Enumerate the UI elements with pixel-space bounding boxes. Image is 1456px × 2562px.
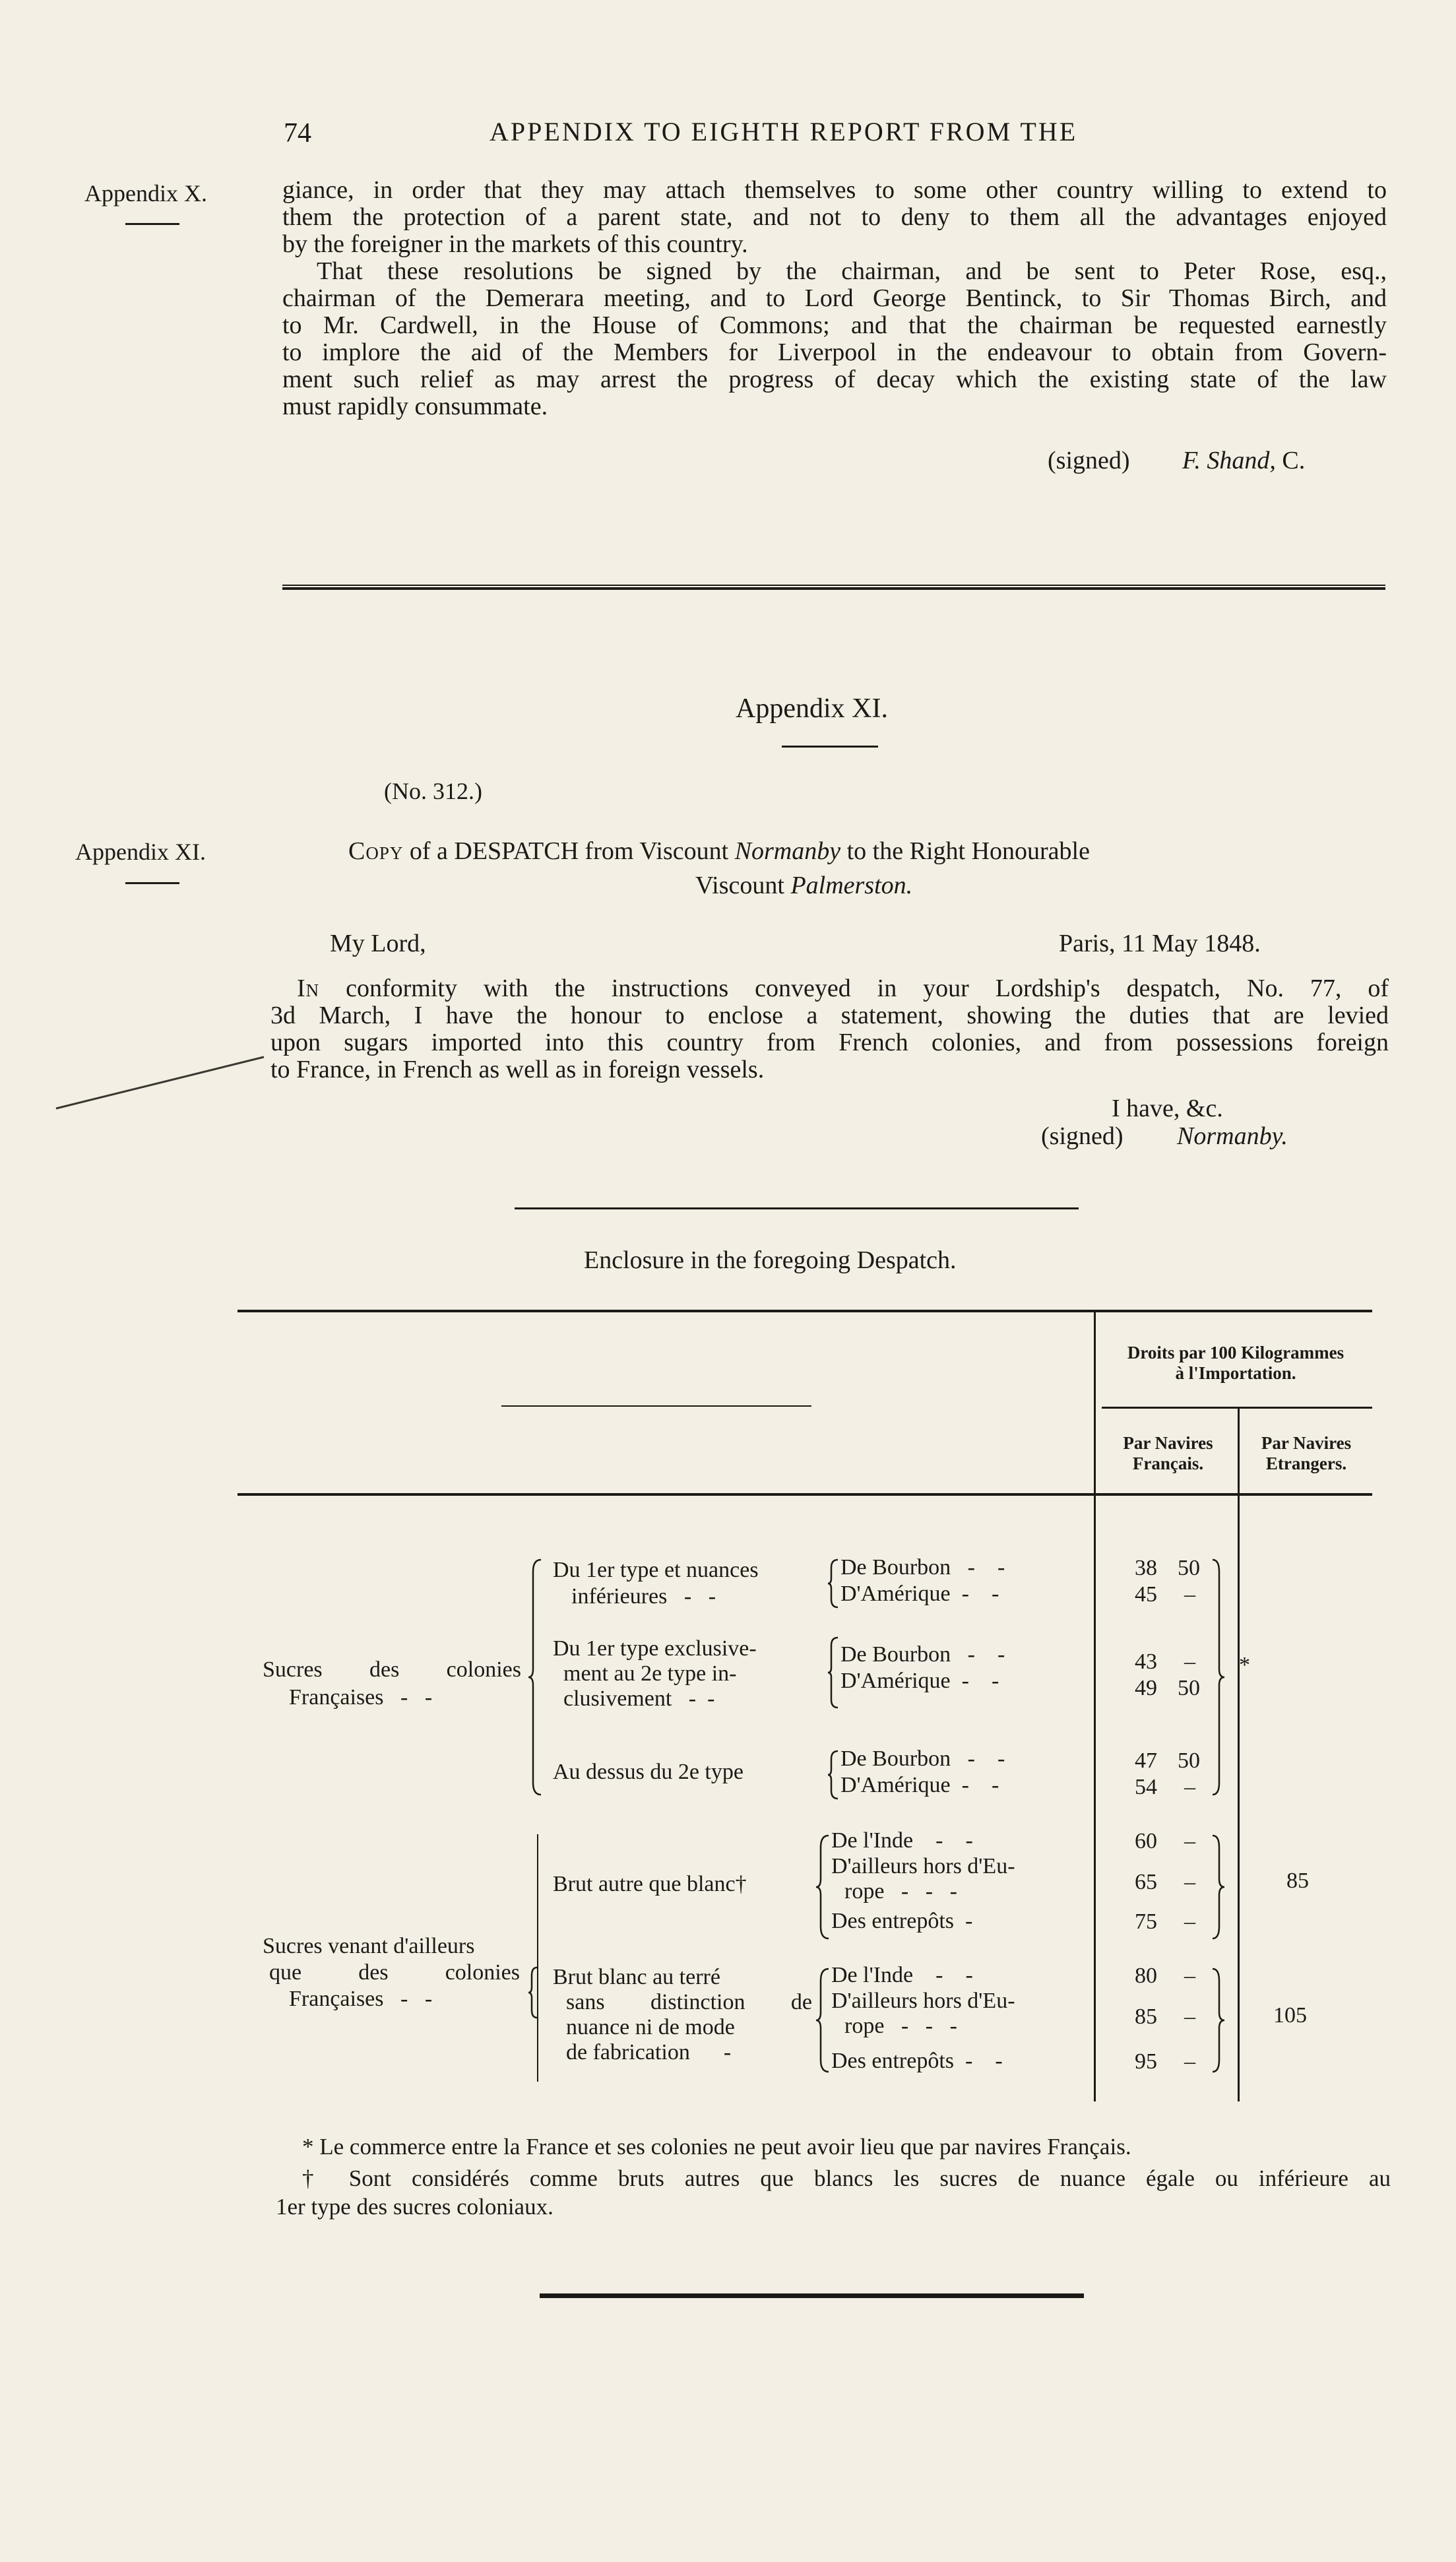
duty-francs: 85 <box>1135 2004 1157 2029</box>
text-line <box>270 975 1389 1002</box>
signer-name: F. Shand, <box>1182 447 1276 474</box>
despatch-title <box>348 837 1090 866</box>
origin-inde: De l'Inde - - <box>831 1963 973 1987</box>
appendix-x-signature <box>1048 447 1305 474</box>
section-divider <box>282 585 1385 590</box>
enclosure-heading: Enclosure in the foregoing Despatch. <box>584 1246 957 1274</box>
table-col-divider <box>1238 1409 1240 2101</box>
colonial-foreign-mark: * <box>1239 1653 1250 1677</box>
header-left-rule <box>501 1405 811 1407</box>
duty-centimes: – <box>1184 1909 1195 1934</box>
origin-amerique: D'Amérique - - <box>840 1773 999 1797</box>
title-line2-prefix: Viscount <box>695 872 784 899</box>
header-line: Etrangers. <box>1265 1454 1347 1473</box>
subtype-brut: Brut autre que blanc† <box>553 1872 747 1896</box>
group-label-line: Sucres des colonies <box>263 1657 521 1682</box>
signed-label: (signed) <box>1041 1122 1124 1150</box>
header-navires-francais <box>1097 1433 1239 1474</box>
table-top-rule <box>237 1310 1372 1312</box>
page-number: 74 <box>284 118 311 148</box>
origin-bourbon: De Bourbon - - <box>840 1555 1005 1580</box>
subtype-line: de fabrication - <box>566 2040 732 2065</box>
heading-rule <box>782 746 878 748</box>
text-line: 3d March, I have the honour to enclose a statement, showing the duties that are levied <box>270 1002 1389 1029</box>
letter-in: In <box>297 975 320 1002</box>
duty-centimes: 50 <box>1178 1676 1200 1700</box>
duty-centimes: 50 <box>1178 1748 1200 1773</box>
brace <box>528 1966 538 2019</box>
running-title: APPENDIX TO EIGHTH REPORT FROM THE <box>490 117 1078 146</box>
subtype-line: inférieures - - <box>571 1584 716 1609</box>
text-line: That these resolutions be signed by the chairman, and be sent to Peter Rose, esq., <box>317 257 1387 285</box>
table-header-rule <box>237 1493 1372 1496</box>
origin-amerique: D'Amérique - - <box>840 1582 999 1606</box>
table-col-divider <box>1094 1310 1096 2101</box>
group-label-line: Sucres venant d'ailleurs <box>263 1934 475 1958</box>
duty-francs: 95 <box>1135 2049 1157 2074</box>
text-line: upon sugars imported into this country from French colonies, and from possessions foreign <box>270 1029 1389 1056</box>
subtype-line: Du 1er type et nuances <box>553 1558 759 1582</box>
duty-centimes: – <box>1184 1964 1195 1988</box>
footnote-2 <box>276 2164 1391 2221</box>
header-subrule <box>1102 1407 1372 1409</box>
text-line: ment such relief as may arrest the progress of decay which the existing state of the law <box>282 366 1387 393</box>
duty-francs: 80 <box>1135 1964 1157 1988</box>
origin-bourbon: De Bourbon - - <box>840 1746 1005 1771</box>
duty-francs: 75 <box>1135 1909 1157 1934</box>
title-of: of a <box>409 837 448 865</box>
header-droits <box>1097 1343 1374 1384</box>
text-line: must rapidly consummate. <box>282 393 548 420</box>
salutation: My Lord, <box>330 930 426 957</box>
header-line: à l'Importation. <box>1175 1363 1296 1383</box>
duty-foreign-blanc: 105 <box>1273 2003 1307 2028</box>
origin-amerique: D'Amérique - - <box>840 1669 999 1693</box>
subtype-line: ment au 2e type in- <box>563 1661 737 1686</box>
origin-ailleurs <box>831 1854 1015 1904</box>
subtype-2 <box>553 1636 757 1712</box>
text-line: giance, in order that they may attach themselves to some other country willing to extend to <box>282 176 1387 204</box>
duty-centimes: – <box>1184 2049 1195 2074</box>
origin-line: D'ailleurs hors d'Eu- <box>831 1989 1015 2013</box>
group-label-ailleurs <box>263 1933 520 2012</box>
subtype-3: Au dessus du 2e type <box>553 1760 744 1784</box>
appendix-x-text <box>282 177 1387 420</box>
margin-label-appendix-x: Appendix X. <box>84 180 207 207</box>
group-label-colonies <box>263 1656 521 1712</box>
text-line: chairman of the Demerara meeting, and to Lord George Bentinck, to Sir Thomas Birch, and <box>282 284 1387 312</box>
text-line: to Mr. Cardwell, in the House of Commons; and that the chairman be requested earnestly <box>282 311 1387 339</box>
header-line: Droits par 100 Kilogrammes <box>1127 1343 1345 1362</box>
origin-bourbon: De Bourbon - - <box>840 1642 1005 1667</box>
duty-francs: 45 <box>1135 1582 1157 1607</box>
duty-francs: 47 <box>1135 1748 1157 1773</box>
origin-line: rope - - - <box>844 2014 957 2038</box>
text-line: them the protection of a parent state, and not to deny to them all the advantages enjoyed <box>282 203 1387 231</box>
origin-inde: De l'Inde - - <box>831 1828 973 1853</box>
origin-line: rope - - - <box>844 1879 957 1904</box>
group-label-line: Françaises - - <box>289 1685 433 1710</box>
title-name-normanby: Normanby <box>734 837 841 865</box>
text-line: by the foreigner in the markets of this country. <box>282 230 748 258</box>
duty-centimes: – <box>1184 2004 1195 2029</box>
duty-centimes: – <box>1184 1775 1195 1799</box>
letter-closing: I have, &c. <box>1112 1095 1223 1122</box>
subtype-line: sans distinction de <box>566 1990 812 2014</box>
margin-rule <box>125 223 179 225</box>
margin-rule <box>125 882 179 884</box>
duty-centimes: – <box>1184 1870 1195 1894</box>
header-line: Français. <box>1132 1454 1204 1473</box>
brace <box>815 1968 830 2073</box>
subtype-line: Brut blanc au terré <box>553 1965 720 1989</box>
subtype-blanc <box>553 1965 812 2065</box>
brace <box>1211 1558 1226 1796</box>
title-copy: Copy <box>348 837 404 865</box>
title-name-palmerston: Palmerston. <box>790 872 913 899</box>
title-despatch: DESPATCH from Viscount <box>454 837 729 865</box>
margin-label-appendix-xi: Appendix XI. <box>75 839 206 865</box>
signed-label: (signed) <box>1048 447 1130 474</box>
group-divider <box>537 1834 538 2082</box>
group-label-line: que des colonies <box>269 1960 520 1985</box>
place-date: Paris, 11 May 1848. <box>1059 930 1261 957</box>
brace <box>815 1834 830 1940</box>
text-line: to France, in French as well as in foreign vessels. <box>270 1056 765 1083</box>
letter-line1: conformity with the instructions conveyed in your Lordship's despatch, No. 77, of <box>346 975 1389 1002</box>
subtype-line: nuance ni de mode <box>566 2015 735 2039</box>
group-label-line: Françaises - - <box>289 1987 433 2011</box>
brace <box>528 1558 544 1796</box>
duty-francs: 38 <box>1135 1556 1157 1580</box>
duty-centimes: – <box>1184 1582 1195 1607</box>
brace <box>827 1750 839 1800</box>
brace <box>1211 1968 1226 2073</box>
duty-francs: 43 <box>1135 1649 1157 1674</box>
duty-foreign-brut: 85 <box>1286 1869 1309 1893</box>
duty-centimes: 50 <box>1178 1556 1200 1580</box>
letter-divider <box>515 1207 1079 1209</box>
header-line: Par Navires <box>1261 1433 1352 1453</box>
footnote-line: 1er type des sucres coloniaux. <box>276 2194 554 2220</box>
origin-line: D'ailleurs hors d'Eu- <box>831 1854 1015 1878</box>
letter-signature <box>1041 1123 1288 1150</box>
signer-name: Normanby. <box>1177 1122 1288 1150</box>
brace <box>1211 1834 1226 1940</box>
footnote-line: † Sont considérés comme bruts autres que blancs les sucres de nuance égale ou inférieure au <box>302 2165 1391 2191</box>
brace <box>827 1558 839 1609</box>
subtype-line: Du 1er type exclusive- <box>553 1636 757 1661</box>
pencil-mark <box>53 1049 270 1115</box>
duty-centimes: – <box>1184 1829 1195 1853</box>
footnote-1: * Le commerce entre la France et ses colonies ne peut avoir lieu que par navires Français. <box>302 2134 1131 2160</box>
origin-entrepots: Des entrepôts - <box>831 1909 973 1933</box>
despatch-number: (No. 312.) <box>384 778 482 804</box>
duty-francs: 60 <box>1135 1829 1157 1853</box>
appendix-xi-heading: Appendix XI. <box>736 693 888 724</box>
header-navires-etrangers <box>1240 1433 1372 1474</box>
origin-ailleurs <box>831 1989 1015 2039</box>
duty-centimes: – <box>1184 1649 1195 1674</box>
duty-francs: 49 <box>1135 1676 1157 1700</box>
header-line: Par Navires <box>1123 1433 1213 1453</box>
despatch-title-line2 <box>695 871 912 900</box>
closing-rule <box>540 2293 1084 2298</box>
brace <box>827 1636 839 1709</box>
origin-entrepots: Des entrepôts - - <box>831 2049 1003 2073</box>
signer-suffix: C. <box>1282 447 1306 474</box>
subtype-1 <box>553 1557 759 1610</box>
title-rest: to the Right Honourable <box>846 837 1090 865</box>
duty-francs: 65 <box>1135 1870 1157 1894</box>
text-line: to implore the aid of the Members for Liverpool in the endeavour to obtain from Govern- <box>282 338 1387 366</box>
letter-body <box>270 975 1389 1083</box>
subtype-line: clusivement - - <box>563 1686 715 1711</box>
duty-francs: 54 <box>1135 1775 1157 1799</box>
